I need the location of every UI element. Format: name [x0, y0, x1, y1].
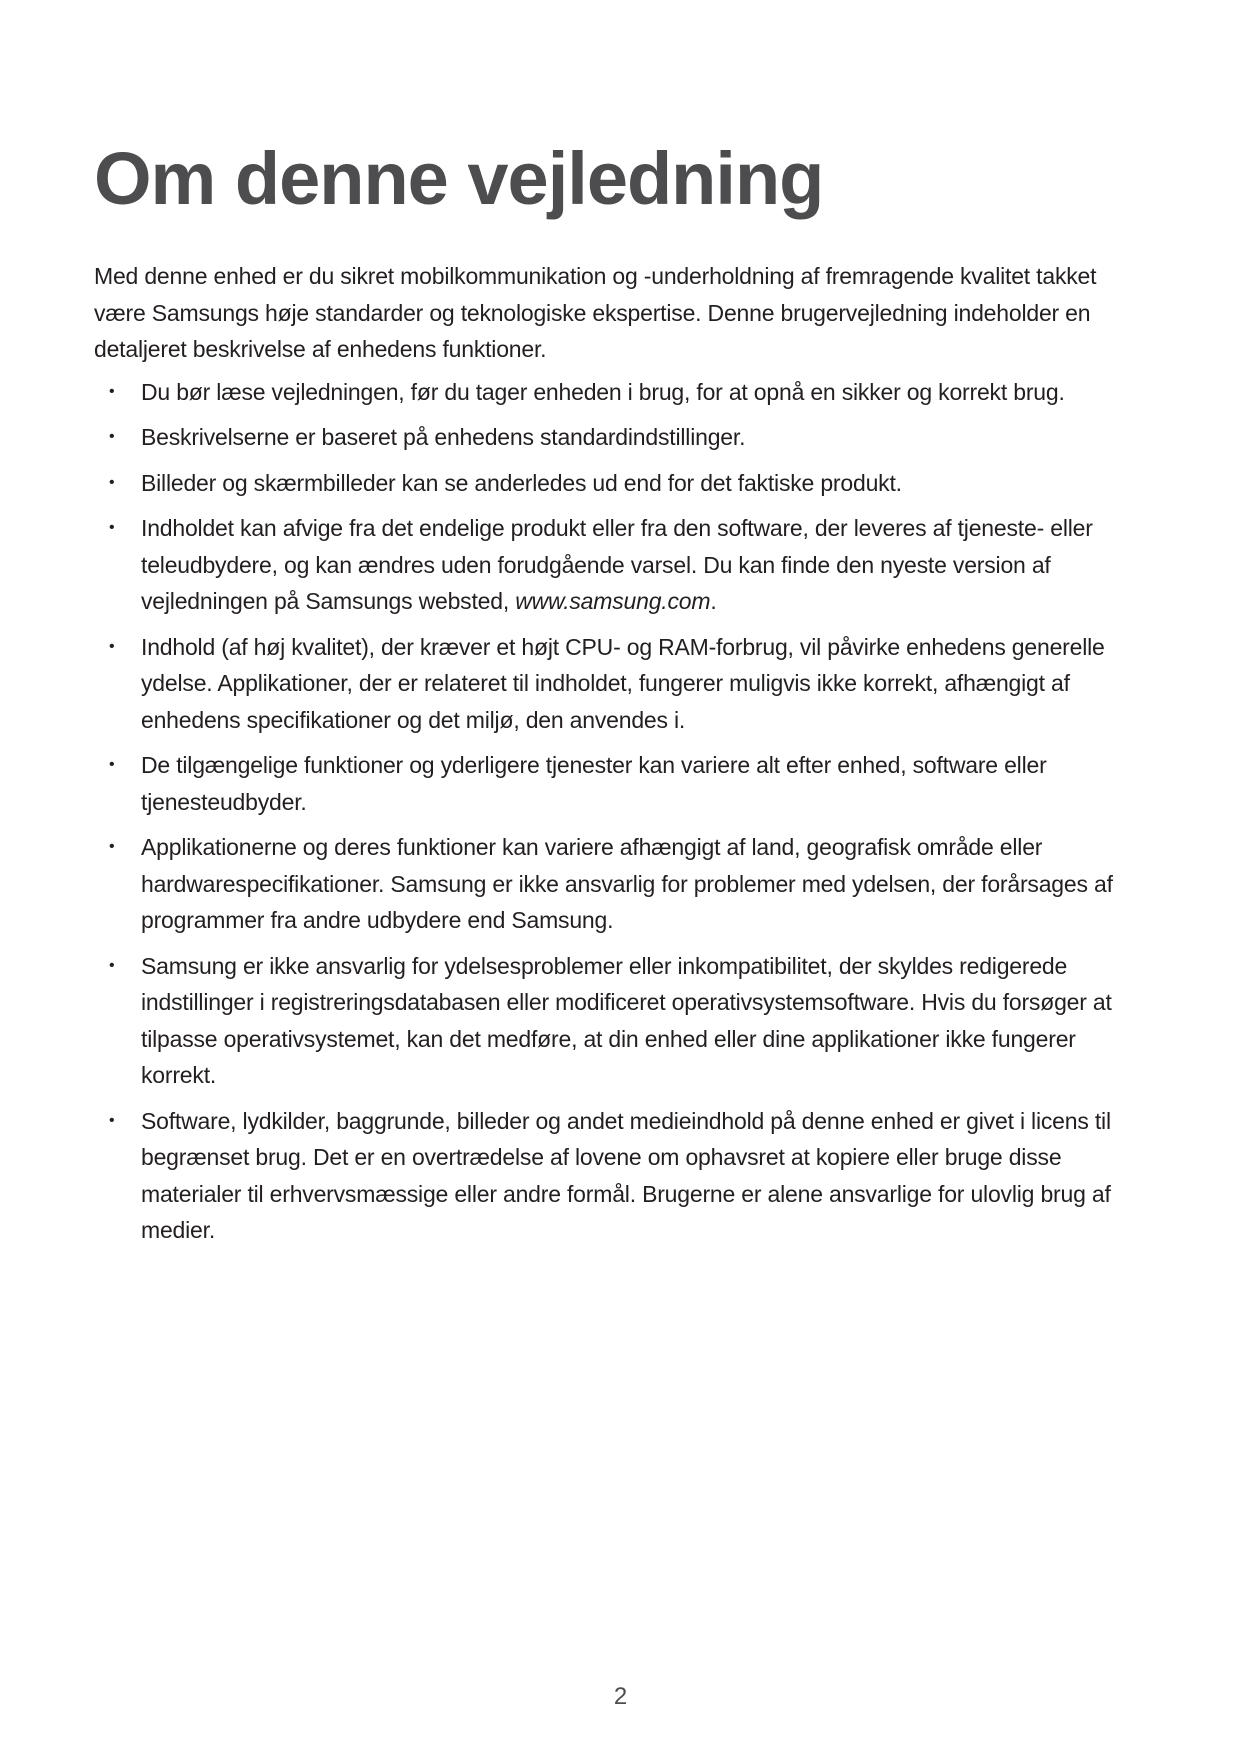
list-item	[94, 629, 1154, 739]
list-item-text: Software, lydkilder, baggrunde, billeder og andet medieindhold på denne enhed er givet i licens til begrænset brug. Det er en overtrædelse af lovene om ophavsret at kopiere eller bruge disse materialer til erhvervsmæssige eller andre formål. Brugerne er alene ansvarlige for ulovlig brug af medier.	[141, 1107, 1111, 1243]
bullet-list	[94, 374, 1154, 1249]
list-item-text: Applikationerne og deres funktioner kan variere afhængigt af land, geografisk område eller hardwarespecifikationer. Samsung er ikke ansvarlig for problemer med ydelsen, der forårsages af programmer fra andre udbydere end Samsung.	[141, 834, 1113, 933]
list-item	[94, 829, 1154, 939]
list-item	[94, 374, 1154, 411]
samsung-website-link[interactable]: www.samsung.com	[515, 588, 711, 614]
bullet-icon: •	[109, 756, 115, 773]
bullet-icon: •	[109, 519, 115, 536]
list-item-suffix: .	[710, 588, 717, 614]
list-item	[94, 1103, 1154, 1249]
bullet-icon: •	[109, 956, 115, 974]
intro-paragraph: Med denne enhed er du sikret mobilkommunikation og -underholdning af fremragende kvalitet takket være Samsungs høje standarder og teknologiske ekspertise. Denne brugervejledning indeholder en detaljeret beskrivelse af enhedens funktioner.	[94, 263, 1097, 362]
bullet-icon: •	[109, 637, 115, 655]
list-item-text: Samsung er ikke ansvarlig for ydelsesproblemer eller inkompatibilitet, der skyldes redigerede indstillinger i registreringsdatabasen eller modificeret operativsystemsoftware. Hvis du forsøger at tilpasse operativsystemet, kan det medføre, at din enhed eller dine applikationer ikke fungerer korrekt.	[141, 952, 1112, 1088]
bullet-icon: •	[109, 1111, 115, 1129]
list-item	[94, 510, 1154, 620]
list-item	[94, 948, 1154, 1094]
list-item-text: Du bør læse vejledningen, før du tager enheden i brug, for at opnå en sikker og korrekt brug.	[141, 378, 1065, 405]
list-item-text: Beskrivelserne er baseret på enhedens standardindstillinger.	[141, 424, 746, 450]
list-item-text: Indholdet kan afvige fra det endelige produkt eller fra den software, der leveres af tjeneste- eller teleudbydere, og kan ændres uden forudgående varsel. Du kan finde den nyeste version af vejledningen på Samsungs websted,	[141, 515, 1093, 614]
list-item	[94, 465, 1154, 502]
list-item-text: De tilgængelige funktioner og yderligere tjenester kan variere alt efter enhed, software eller tjenesteudbyder.	[141, 752, 1047, 815]
list-item	[94, 419, 1154, 456]
page-title: Om denne vejledning	[94, 137, 824, 220]
list-item	[94, 747, 1154, 820]
bullet-icon: •	[109, 473, 115, 491]
page-content	[94, 258, 1154, 1258]
bullet-icon: •	[109, 382, 115, 400]
list-item-text: Indhold (af høj kvalitet), der kræver et højt CPU- og RAM-forbrug, vil påvirke enhedens generelle ydelse. Applikationer, der er relateret til indholdet, fungerer muligvis ikke korrekt, afhængigt af enhedens specifikationer og det miljø, den anvendes i.	[141, 633, 1105, 733]
bullet-icon: •	[109, 838, 115, 855]
bullet-icon: •	[109, 428, 115, 445]
page-number: 2	[613, 1683, 628, 1710]
list-item-text: Billeder og skærmbilleder kan se anderledes ud end for det faktiske produkt.	[141, 469, 902, 496]
